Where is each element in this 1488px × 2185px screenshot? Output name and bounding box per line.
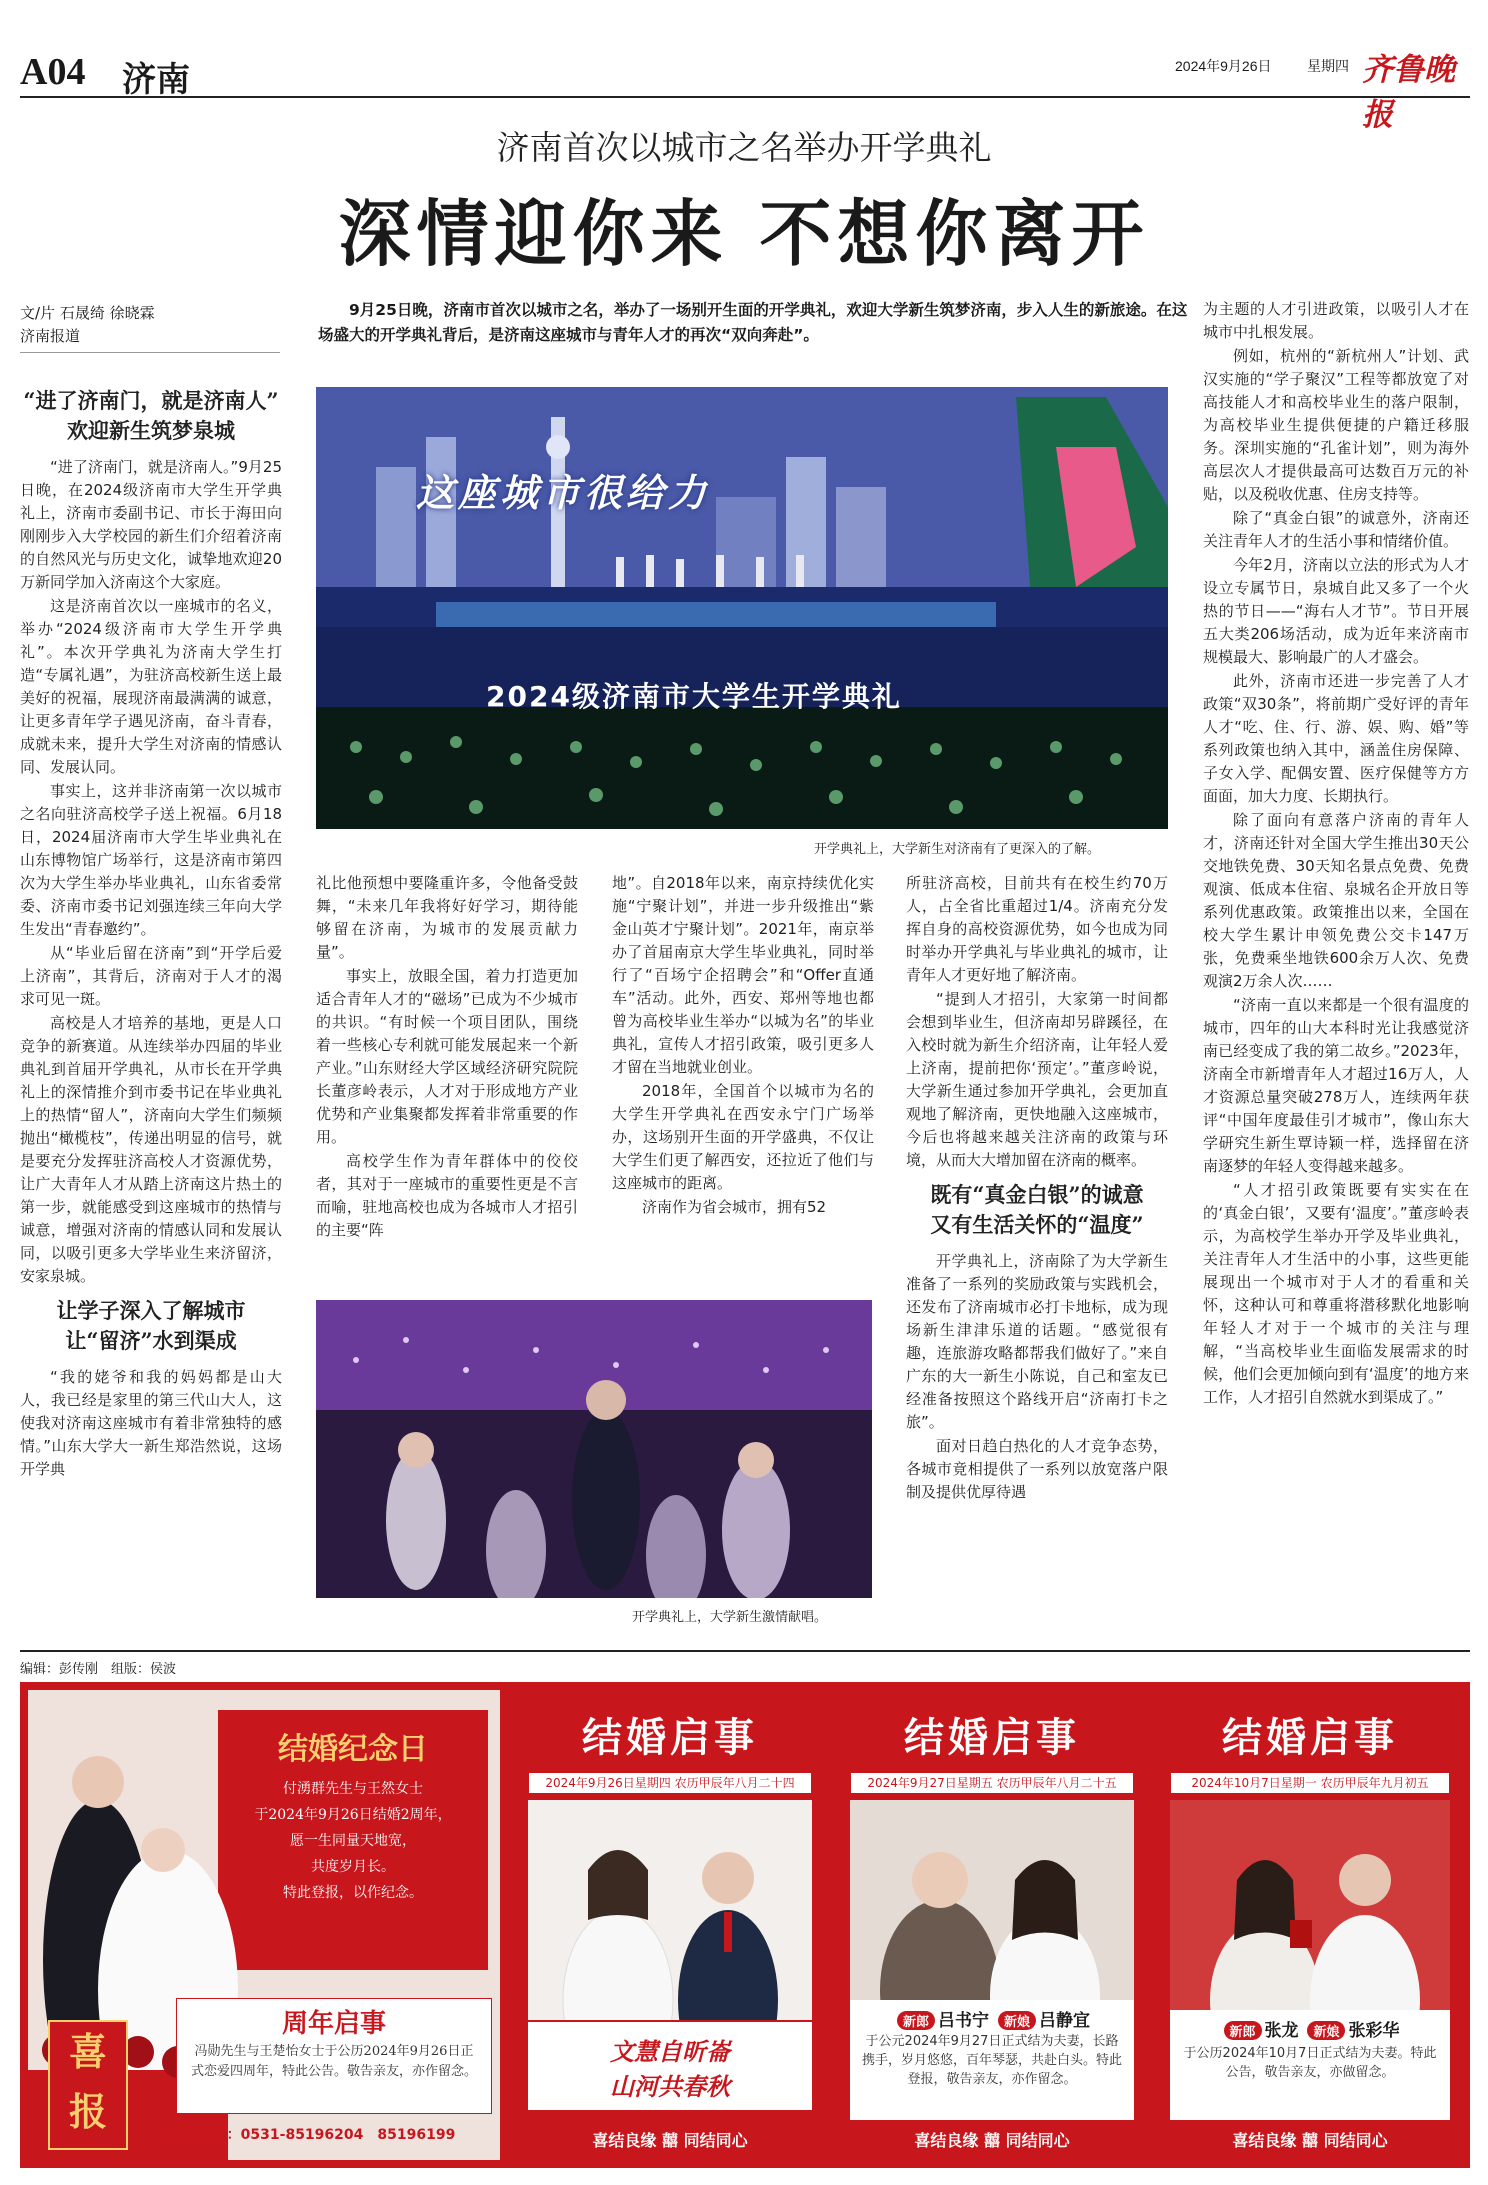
bride-tag: 新娘 [1307, 2021, 1345, 2040]
bride-tag: 新娘 [998, 2011, 1036, 2030]
ad-anniversary [28, 1690, 500, 2160]
anniv-line: 付湧群先生与王然女士 [283, 1781, 423, 1797]
issue-date: 2024年9月26日 [1175, 58, 1272, 74]
page-code: A04 [20, 51, 86, 93]
ad-date: 2024年10月7日星期一 农历甲辰年九月初五 [1170, 1772, 1450, 1794]
couple-photo [1170, 1800, 1450, 2010]
anniv-line: 于2024年9月26日结婚2周年， [254, 1807, 452, 1823]
couple-names [1170, 2016, 1450, 2041]
ad-wedding-3 [1158, 1690, 1462, 2160]
ad-date: 2024年9月26日星期四 农历甲辰年八月二十四 [528, 1772, 812, 1794]
paragraph: 为主题的人才引进政策，以吸引人才在城市中扎根发展。 [1203, 300, 1469, 341]
ad-footer: 喜结良缘 囍 同结同心 [838, 2122, 1146, 2160]
couple-photo [528, 1800, 812, 2020]
concert-illustration [316, 1300, 872, 1598]
byline-location: 济南报道 [20, 327, 81, 345]
stage-illustration [316, 387, 1168, 829]
bride-name: 吕静宜 [1038, 2011, 1090, 2031]
bride-name: 张彩华 [1348, 2021, 1400, 2041]
xi-char: 喜 [68, 2029, 107, 2074]
ad-title: 结婚启事 [582, 1714, 758, 1761]
editors-credit: 编辑：彭传刚 组版：侯波 [20, 1650, 1470, 1677]
page-header [20, 42, 1470, 133]
anniv-line: 特此登报，以作纪念。 [283, 1885, 423, 1901]
ad-title: 结婚启事 [1222, 1714, 1398, 1761]
anniv-text [228, 1776, 478, 1906]
notice-box [1170, 2010, 1450, 2120]
paragraph: “进了济南门，就是济南人。”9月25日晚，在2024级济南市大学生开学典礼上，济南市委副书记、市长于海田向刚刚步入大学校园的新生们介绍着济南的自然风光与历史文化，诚挚地欢迎20万新同学加入济南这个大家庭。 [20, 458, 282, 591]
xi-badge [48, 2020, 128, 2150]
ad-phone: 订版电话：0531-85196204 85196199 [170, 2127, 456, 2143]
newspaper-logo: 齐鲁晚报 [1362, 52, 1455, 133]
groom-tag: 新郎 [897, 2011, 935, 2030]
ad-date: 2024年9月27日星期五 农历甲辰年八月二十五 [850, 1772, 1134, 1794]
paragraph: “济南一直以来都是一个很有温度的城市，四年的山大本科时光让我感觉济南已经变成了我的第二故乡。”2023年，济南全市新增青年人才超过16万人，人才资源总量突破278万人，连续两年获评“中国年度最佳引才城市”，像山东大学研究生新生覃诗颖一样，选择留在济南逐梦的年轻人变得越来越多。 [1203, 996, 1469, 1175]
groom-name: 张龙 [1264, 2021, 1299, 2041]
wedding-notice: 于公元2024年9月27日正式结为夫妻，长路携手，岁月悠悠，百年琴瑟，共赴白头。特此登报，敬告亲友，亦作留念。 [861, 2034, 1122, 2087]
paragraph: 例如，杭州的“新杭州人”计划、武汉实施的“学子聚汉”工程等都放宽了对高技能人才和高校毕业生的落户限制，为高校毕业生提供便捷的户籍迁移服务。深圳实施的“孔雀计划”，则为海外高层次人才提供最高可达数百万元的补贴，以及税收优惠、住房支持等。 [1203, 347, 1469, 503]
section-title-line: 让学子深入了解城市 [56, 1298, 246, 1323]
paragraph: “我的姥爷和我的妈妈都是山大人，我已经是家里的第三代山大人，这使我对济南这座城市有着非常独特的感情。”山东大学大一新生郑浩然说，这场开学典 [20, 1368, 282, 1478]
paragraph: 今年2月，济南以立法的形式为人才设立专属节日，泉城自此又多了一个火热的节日——“海右人才节”。节日开展五大类206场活动，成为近年来济南市规模最大、影响最广的人才盛会。 [1203, 556, 1469, 666]
groom-name: 吕书宁 [938, 2011, 990, 2031]
poem-line: 文慧自昕崙 [610, 2037, 730, 2066]
paragraph: 礼比他预想中要隆重许多，令他备受鼓舞，“未来几年我将好好学习，期待能够留在济南，为城市的发展贡献力量”。 [316, 874, 578, 961]
couple-names [850, 2006, 1134, 2031]
section-title-line: 又有生活关怀的“温度” [930, 1212, 1144, 1237]
ad-wedding-2 [838, 1690, 1146, 2160]
paragraph: 从“毕业后留在济南”到“开学后爱上济南”，其背后，济南对于人才的渴求可见一斑。 [20, 944, 282, 1008]
column-4 [906, 872, 1168, 1643]
photo-ceremony-stage [316, 387, 1168, 829]
poem-box [528, 2022, 812, 2110]
section-title [20, 386, 282, 446]
section-title-line: 让“留济”水到渠成 [65, 1328, 237, 1353]
paragraph: 此外，济南市还进一步完善了人才政策“双30条”，将前期广受好评的青年人才“吃、住、行、游、娱、购、婚”等系列政策也纳入其中，涵盖住房保障、子女入学、配偶安置、医疗保健等方方面面，加大力度、长期执行。 [1203, 672, 1469, 805]
poem-line: 山河共春秋 [610, 2072, 730, 2101]
zhounian-text: 冯勋先生与王楚怡女士于公历2024年9月26日正式恋爱四周年，特此公告。敬告亲友，亦作留念。 [190, 2044, 477, 2079]
couple-photo [850, 1800, 1134, 2000]
xi-char: 报 [68, 2089, 107, 2134]
photo2-caption: 开学典礼上，大学新生激情献唱。 [632, 1610, 828, 1625]
paragraph: 所驻济高校，目前共有在校生约70万人，占全省比重超过1/4。济南充分发挥自身的高校资源优势，如今也成为同时举办开学典礼与毕业典礼的城市，让青年人才更好地了解济南。 [906, 874, 1168, 984]
column-2 [316, 872, 578, 1292]
paragraph: 高校学生作为青年群体中的佼佼者，其对于一座城市的重要性更是不言而喻，驻地高校也成为各城市人才招引的主要“阵 [316, 1152, 578, 1239]
issue-weekday: 星期四 [1307, 58, 1349, 74]
paragraph: 事实上，放眼全国，着力打造更加适合青年人才的“磁场”已成为不少城市的共识。“有时候一个项目团队，围绕着一些核心专利就可能发展起来一个新产业。”山东财经大学区域经济研究院院长董彦岭表示，人才对于形成地方产业优势和产业集聚都发挥着非常重要的作用。 [316, 967, 578, 1146]
section-title [20, 1296, 282, 1356]
wedding-notice: 于公历2024年10月7日正式结为夫妻。特此公告，敬告亲友，亦做留念。 [1183, 2046, 1437, 2080]
ad-wedding-1 [516, 1690, 824, 2160]
paragraph: “人才招引政策既要有实实在在的‘真金白银’，又要有‘温度’。”董彦岭表示，为高校学生举办开学及毕业典礼，关注青年人才生活中的小事，这些更能展现出一个城市对于人才的看重和关怀，这种认可和尊重将潜移默化地影响年轻人才对于一个城市的关注与理解，“当高校毕业生面临发展需求的时候，他们会更加倾向到有‘温度’的地方来工作，人才招引自然就水到渠成了。” [1203, 1181, 1469, 1406]
section-title-line: “进了济南门，就是济南人” [23, 388, 279, 413]
paragraph: 2018年，全国首个以城市为名的大学生开学典礼在西安永宁门广场举办，这场别开生面的开学盛典，不仅让大学生们更了解西安，还拉近了他们与这座城市的距离。 [612, 1082, 874, 1192]
column-3 [612, 872, 874, 1292]
paragraph: 面对日趋白热化的人才竞争态势，各城市竟相提供了一系列以放宽落户限制及提供优厚待遇 [906, 1437, 1168, 1501]
paragraph: 地”。自2018年以来，南京持续优化实施“宁聚计划”，并进一步升级推出“紫金山英才宁聚计划”。2021年，南京举办了首届南京大学生毕业典礼，同时举行了“百场宁企招聘会”和“Offer直通车”活动。此外，西安、郑州等地也都曾为高校毕业生举办“以城为名”的毕业典礼，宣传人才招引政策，吸引更多人才留在当地就业创业。 [612, 874, 874, 1076]
anniv-line: 共度岁月长。 [311, 1859, 395, 1875]
paragraph: 这是济南首次以一座城市的名义，举办“2024级济南市大学生开学典礼”。本次开学典礼为济南大学生打造“专属礼遇”，为驻济高校新生送上最美好的祝福，展现济南最满满的诚意，让更多青年学子遇见济南，奋斗青春，成就未来，提升大学生对济南的情感认同、发展认同。 [20, 597, 282, 776]
page-section: 济南 [122, 60, 190, 100]
article-subhead: 济南首次以城市之名举办开学典礼 [496, 128, 992, 167]
paragraph: 高校是人才培养的基地，更是人口竞争的新赛道。从连续举办四届的毕业典礼到首届开学典礼，从市长在开学典礼上的深情推介到市委书记在毕业典礼上的热情“留人”，济南向大学生们频频抛出“橄榄枝”，传递出明显的信号，就是要充分发挥驻济高校人才资源优势，让广大青年人才从踏上济南这片热土的第一步，就能感受到这座城市的热情与诚意，增强对济南的情感认同和发展认同，以吸引更多大学毕业生来济留济，安家泉城。 [20, 1014, 282, 1285]
byline-authors: 文/片 石晟绮 徐晓霖 [20, 304, 155, 322]
ad-footer: 喜结良缘 囍 同结同心 [1158, 2122, 1462, 2160]
anniv-title: 结婚纪念日 [278, 1732, 428, 1767]
notice-box [850, 2000, 1134, 2120]
photo-student-singing [316, 1300, 872, 1598]
paragraph: 开学典礼上，济南除了为大学新生准备了一系列的奖励政策与实践机会，还发布了济南城市必打卡地标，成为现场新生津津乐道的话题。“感觉很有趣，连旅游攻略都帮我们做好了。”来自广东的大一新生小陈说，自己和室友已经准备按照这个路线开启“济南打卡之旅”。 [906, 1252, 1168, 1431]
section-title [906, 1180, 1168, 1240]
paragraph: 除了“真金白银”的诚意外，济南还关注青年人才的生活小事和情绪价值。 [1203, 509, 1469, 550]
article-headline: 深情迎你来 不想你离开 [338, 191, 1150, 276]
paragraph: “提到人才招引，大家第一时间都会想到毕业生，但济南却另辟蹊径，在入校时就为新生介绍济南，让年轻人爱上济南，提前把你‘预定’。”董彦岭说，大学新生通过参加开学典礼，会更加直观地了解济南，更快地融入这座城市，今后也将越来越关注济南的政策与环境，从而大大增加留在济南的概率。 [906, 990, 1168, 1169]
section-title-line: 欢迎新生筑梦泉城 [67, 418, 235, 443]
photo-stage-title: 2024级济南市大学生开学典礼 [486, 680, 902, 713]
ad-footer: 喜结良缘 囍 同结同心 [516, 2122, 824, 2160]
anniv-line: 愿一生同量天地宽， [290, 1833, 416, 1849]
paragraph: 事实上，这并非济南第一次以城市之名向驻济高校学子送上祝福。6月18日，2024届济南市大学生毕业典礼在山东博物馆广场举行，这是济南市第四次为大学生举办毕业典礼，山东省委常委、济南市委书记刘强连续三年向大学生发出“青春邀约”。 [20, 782, 282, 938]
ad-title: 结婚启事 [904, 1714, 1080, 1761]
zhounian-title: 周年启事 [281, 2009, 386, 2039]
byline [20, 302, 280, 353]
article-lead: 9月25日晚，济南市首次以城市之名，举办了一场别开生面的开学典礼，欢迎大学新生筑梦济南，步入人生的新旅途。在这场盛大的开学典礼背后，是济南这座城市与青年人才的再次“双向奔赴”。 [318, 301, 1188, 344]
column-5 [1203, 298, 1469, 1643]
paragraph: 除了面向有意落户济南的青年人才，济南还针对全国大学生推出30天公交地铁免费、30天知名景点免费、免费观演、低成本住宿、泉城名企开放日等系列优惠政策。政策推出以来，全国在校大学生累计申领免费公交卡147万张，免费乘坐地铁600余万人次、免费观演2万余人次…… [1203, 811, 1469, 990]
paragraph: 济南作为省会城市，拥有52 [642, 1198, 827, 1216]
photo1-caption: 开学典礼上，大学新生对济南有了更深入的了解。 [814, 842, 1101, 857]
groom-tag: 新郎 [1224, 2021, 1262, 2040]
column-1 [20, 378, 282, 1643]
zhounian-box [176, 1998, 492, 2114]
section-title-line: 既有“真金白银”的诚意 [930, 1182, 1144, 1207]
classified-ads [20, 1682, 1470, 2168]
photo-banner-text: 这座城市很给力 [416, 471, 711, 515]
